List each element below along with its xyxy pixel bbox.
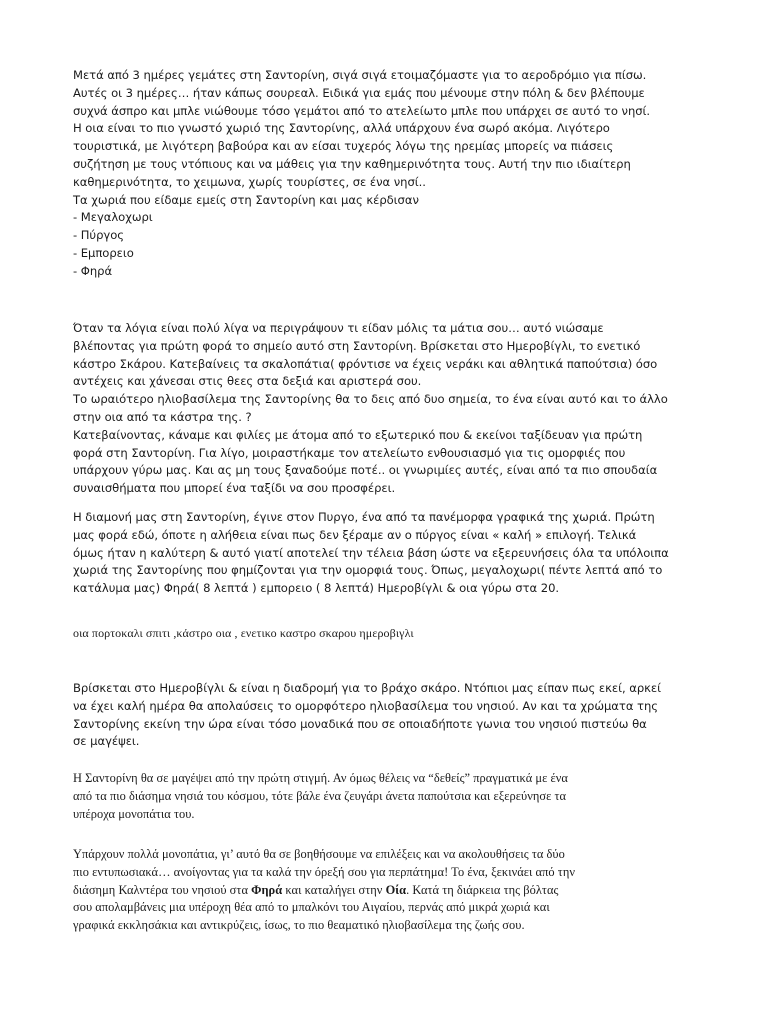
text-line: συναισθήματα που μπορεί ένα ταξίδι να σου προσφέρει. [73,481,396,496]
village-list-item: - Φηρά [73,263,113,278]
text-line: αντέχεις και χάνεσαι στις θεες στα δεξιά και αριστερά σου. [73,374,422,389]
text-line: κάστρο Σκάρου. Κατεβαίνεις τα σκαλοπάτια( φρόντισε να έχεις νεράκι και αθλητικά παπούτσια) όσο [73,356,658,371]
text-line: Βρίσκεται στο Ημεροβίγλι & είναι η διαδρομή για το βράχο σκάρο. Ντόπιοι μας είπαν πως εκεί, αρκεί [73,681,662,695]
text-line: υπάρχουν γύρω μας. Και ας μη τους ξαναδούμε ποτέ.. οι γνωριμίες αυτές, είναι από τα πιο σπουδαία [73,463,658,478]
text-line: από τα πιο διάσημα νησιά του κόσμου, τότε βάλε ένα ζευγάρι άνετα παπούτσια και εξερεύνησε τα [73,788,567,803]
text-line: Το ωραιότερο ηλιοβασίλεμα της Σαντορίνης θα το δεις από δυο σημεία, το ένα είναι αυτό και το άλλο [73,392,668,407]
text-line: καθημερινότητα, το χειμωνα, χωρίς τουρίστες, σε ένα νησί.. [73,174,426,189]
village-list-item: - Εμπορειο [73,245,134,260]
bold-place-oia: Οία [385,882,407,897]
text-line: Η διαμονή μας στη Σαντορίνη, έγινε στον Πυργο, ένα από τα πανέμορφα γραφικά της χωριά. Πρώτη [73,510,655,524]
village-list-item: - Μεγαλοχωρι [73,210,153,225]
text-line: Αυτές οι 3 ημέρες… ήταν κάπως σουρεαλ. Ειδικά για εμάς που μένουμε στην πόλη & δεν βλέπουμε [73,85,645,100]
text-line: σου απολαμβάνεις μια υπέροχη θέα από το μπαλκόνι του Αιγαίου, περνάς από μικρά χωριά και [73,900,550,915]
village-list-item: - Πύργος [73,228,125,243]
text-line: Η οια είναι το πιο γνωστό χωριό της Σαντορίνης, αλλά υπάρχουν ένα σωρό ακόμα. Λιγότερο [73,121,610,136]
text-line: όμως ήταν η καλύτερη & αυτό γιατί αποτελεί την τέλεια βάση ώστε να εξερευνήσεις όλα τα υπόλοιπα [73,545,669,560]
text-line: πιο εντυπωσιακά… ανοίγοντας για τα καλά την όρεξή σου για περπάτημα! Το ένα, ξεκινάει από την [73,864,576,879]
photo-caption [73,625,713,643]
text-line: συζήτηση με τους ντόπιους και να μάθεις για την καθημερινότητα τους. Αυτή την πιο ιδιαίτερη [73,156,631,171]
text-line: Σαντορίνης εκείνη την ώρα είναι τόσο μοναδικά που σε οποιαδήποτε γωνια του νησιού πιστεύω θα [73,716,647,731]
text-segment: και καταλήγει στην [282,882,386,897]
intro-paragraph [73,67,713,281]
text-line: κατάλυμα μας) Φηρά( 8 λεπτά ) εμπορειο ( 8 λεπτά) Ημεροβίγλι & οια γύρω στα 20. [73,581,560,596]
text-line: φορά στη Σαντορίνη. Για λίγο, μοιραστήκαμε τον ατελείωτο ενθουσιασμό για τις ομορφιές που [73,445,626,460]
trails-intro-paragraph [73,770,713,823]
text-line [73,882,713,900]
text-line: να έχει καλή ημέρα θα απολαύσεις το ομορφότερο ηλιοβασίλεμα του νησιού. Αν και τα χρώματα της [73,698,659,713]
text-line: Υπάρχουν πολλά μονοπάτια, γι’ αυτό θα σε βοηθήσουμε να επιλέξεις και να ακολουθήσεις τα δύο [73,847,565,861]
text-line: χωριά της Σαντορίνης που φημίζονται για την ομορφιά τους. Όπως, μεγαλοχωρι( πέντε λεπτά από το [73,563,663,578]
imerovigli-paragraph [73,680,713,751]
text-line: στην οια από τα κάστρα της. ? [73,409,252,424]
text-line: τουριστικά, με λιγότερη βαβούρα και αν είσαι τυχερός λόγω της ηρεμίας μπορείς να πιάσεις [73,139,614,154]
text-line: βλέποντας για πρώτη φορά το σημείο αυτό στη Σαντορίνη. Βρίσκεται στο Ημεροβίγλι, το ενετικό [73,338,641,353]
villages-heading: Τα χωριά που είδαμε εμείς στη Σαντορίνη και μας κέρδισαν [73,192,419,207]
text-line: σε μαγέψει. [73,734,140,749]
caption-text: οια πορτοκαλι σπιτι ,κάστρο οια , ενετικο καστρο σκαρου ημεροβιγλι [73,626,414,640]
text-line: Η Σαντορίνη θα σε μαγέψει από την πρώτη στιγμή. Αν όμως θέλεις να “δεθείς” πραγματικά με ένα [73,771,568,785]
text-line: Μετά από 3 ημέρες γεμάτες στη Σαντορίνη, σιγά σιγά ετοιμαζόμαστε για το αεροδρόμιο για πίσω. [73,68,647,82]
text-line: Όταν τα λόγια είναι πολύ λίγα να περιγράψουν τι είδαν μόλις τα μάτια σου… αυτό νιώσαμε [73,321,604,335]
text-segment: . Κατά τη διάρκεια της βόλτας [406,882,559,897]
text-line: γραφικά εκκλησάκια και αντικρύζεις, ίσως, το πιο θεαματικό ηλιοβασίλεμα της ζωής σου. [73,918,525,933]
skaros-paragraph [73,320,713,498]
text-line: Κατεβαίνοντας, κάναμε και φιλίες με άτομα από το εξωτερικό που & εκείνοι ταξίδευαν για πρώτη [73,427,643,442]
stay-paragraph [73,509,713,598]
bold-place-fira: Φηρά [251,882,283,897]
text-line: υπέροχα μονοπάτια του. [73,806,195,821]
trails-paragraph [73,846,713,935]
text-line: συχνά άσπρο και μπλε νιώθουμε τόσο γεμάτοι από το ατελείωτο μπλε που υπάρχει σε αυτό το νησί. [73,103,651,118]
text-line: μας φορά εδώ, όποτε η αλήθεια είναι πως δεν ξέραμε αν ο πύργος είναι « καλή » επιλογή. Τελικά [73,527,637,542]
text-segment: διάσημη Καλντέρα του νησιού στα [73,882,252,897]
